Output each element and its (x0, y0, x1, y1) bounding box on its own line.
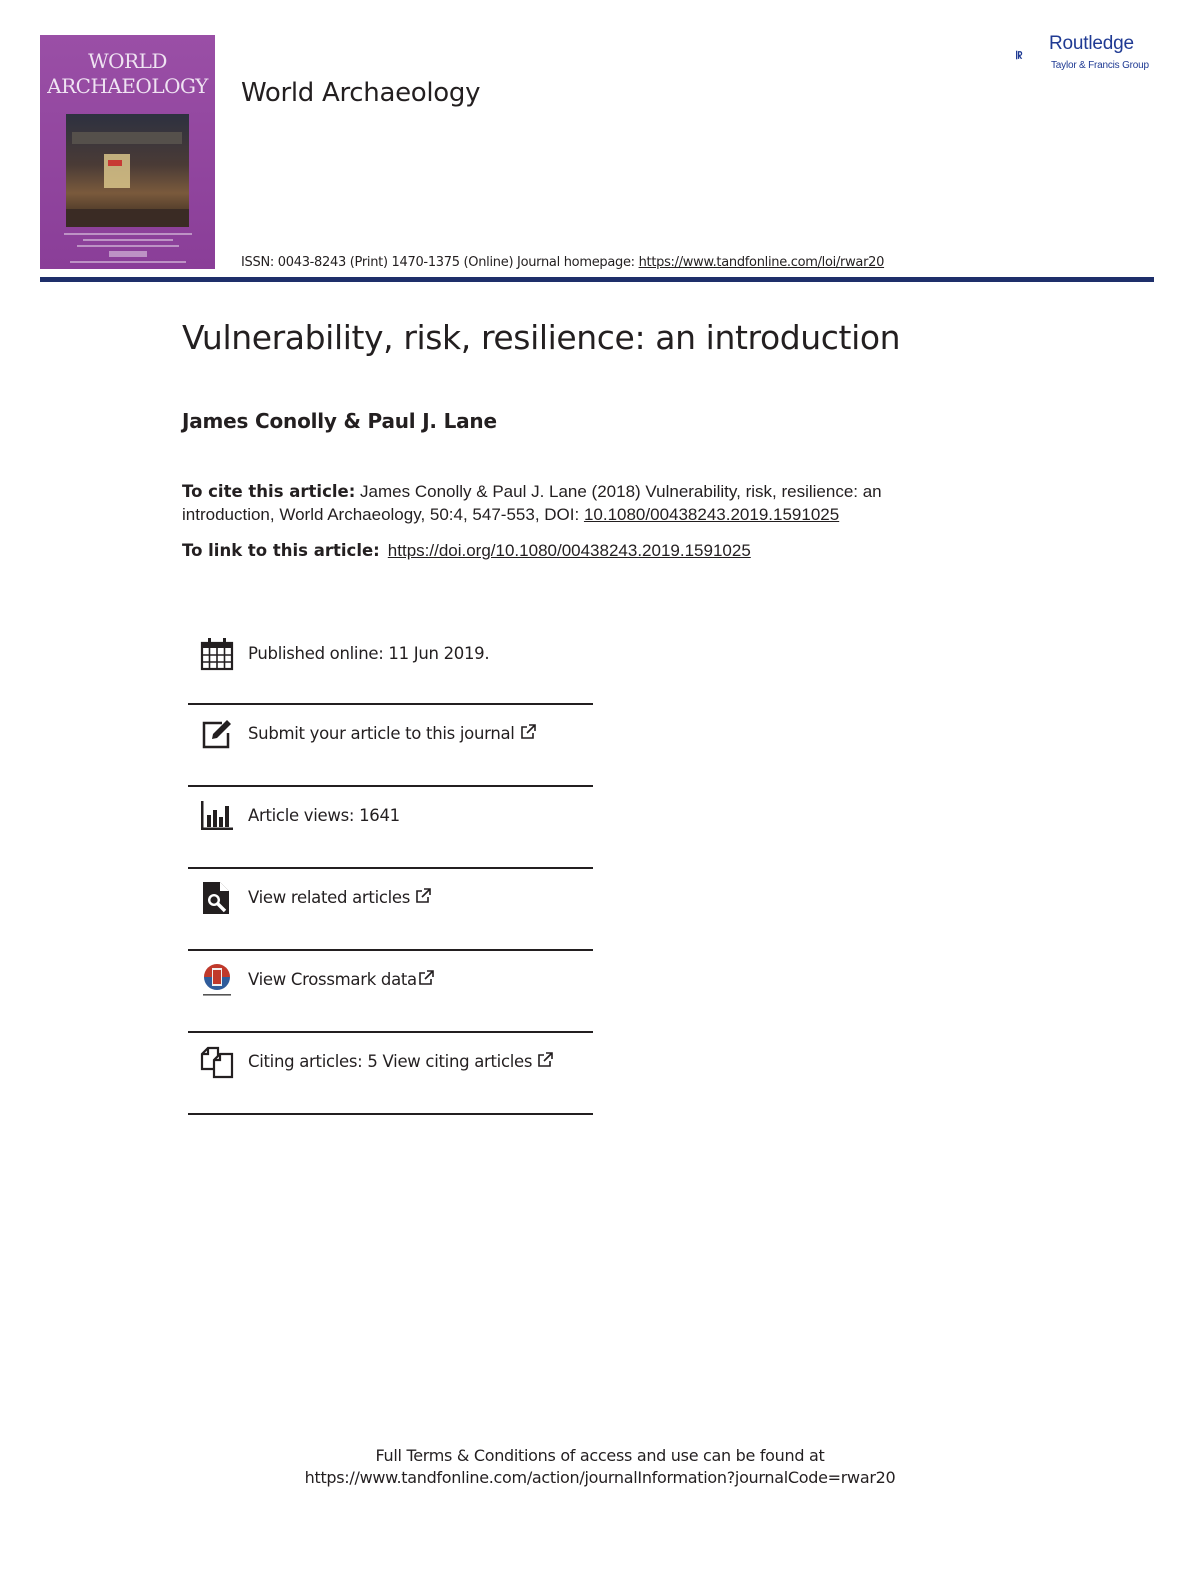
footer (0, 1445, 1200, 1489)
citing-articles-item[interactable] (188, 1033, 593, 1115)
header-rule (40, 277, 1154, 282)
crossmark-item[interactable] (188, 951, 593, 1033)
publisher-name: Routledge (1049, 33, 1134, 54)
related-articles-text: View related articles (248, 888, 411, 907)
cite-text: James Conolly & Paul J. Lane (2018) Vulnerability, risk, resilience: an introduction, World Archaeology, 50:4, 547-553, DOI: (182, 482, 882, 524)
external-link-icon (415, 888, 431, 904)
article-doi-link[interactable]: https://doi.org/10.1080/00438243.2019.1591025 (387, 541, 751, 560)
document-search-icon (200, 881, 234, 915)
cover-text-lines (64, 233, 192, 267)
cover-title-line2: ARCHAEOLOGY (47, 74, 208, 98)
external-link-icon (418, 970, 434, 986)
external-link-icon (537, 1052, 553, 1068)
issn-line (241, 255, 884, 270)
cover-title-line1: WORLD (88, 49, 167, 73)
submit-article-item[interactable] (188, 705, 593, 787)
issn-text: ISSN: 0043-8243 (Print) 1470-1375 (Online) Journal homepage: (241, 255, 639, 270)
external-link-icon (520, 724, 536, 740)
article-views-item (188, 787, 593, 869)
citing-articles-text: Citing articles: 5 View citing articles (248, 1052, 533, 1071)
crossmark-text: View Crossmark data (248, 970, 417, 989)
submit-article-link[interactable] (248, 724, 536, 743)
link-label: To link to this article: (182, 541, 380, 560)
footer-terms-text: Full Terms & Conditions of access and use can be found at (375, 1446, 825, 1465)
cite-label: To cite this article: (182, 482, 356, 501)
published-online-item (188, 625, 593, 705)
related-articles-item[interactable] (188, 869, 593, 951)
submit-article-text: Submit your article to this journal (248, 724, 515, 743)
bar-chart-icon (200, 799, 234, 833)
journal-title: World Archaeology (241, 78, 481, 108)
routledge-logo-icon (1016, 35, 1046, 75)
footer-terms-url[interactable]: https://www.tandfonline.com/action/journalInformation?journalCode=rwar20 (304, 1468, 896, 1487)
related-articles-link[interactable] (248, 888, 431, 907)
journal-homepage-link[interactable]: https://www.tandfonline.com/loi/rwar20 (638, 255, 885, 270)
article-link-block (182, 541, 751, 561)
cover-title (40, 49, 215, 99)
article-views-text: Article views: 1641 (248, 806, 400, 825)
article-authors: James Conolly & Paul J. Lane (182, 409, 497, 433)
article-info-list (188, 625, 593, 1115)
calendar-icon (200, 637, 234, 671)
citing-articles-link[interactable] (248, 1052, 553, 1071)
journal-cover-image (40, 35, 215, 269)
published-online-text: Published online: 11 Jun 2019. (248, 644, 490, 663)
article-title: Vulnerability, risk, resilience: an introduction (182, 318, 901, 357)
copy-documents-icon (200, 1045, 234, 1079)
cite-doi-link[interactable]: 10.1080/00438243.2019.1591025 (583, 505, 840, 524)
cover-photo (66, 114, 189, 227)
crossmark-icon (200, 963, 234, 997)
crossmark-link[interactable] (248, 970, 434, 989)
publisher-subtitle: Taylor & Francis Group (1051, 60, 1149, 71)
citation-block (182, 480, 962, 526)
edit-icon (200, 717, 234, 751)
